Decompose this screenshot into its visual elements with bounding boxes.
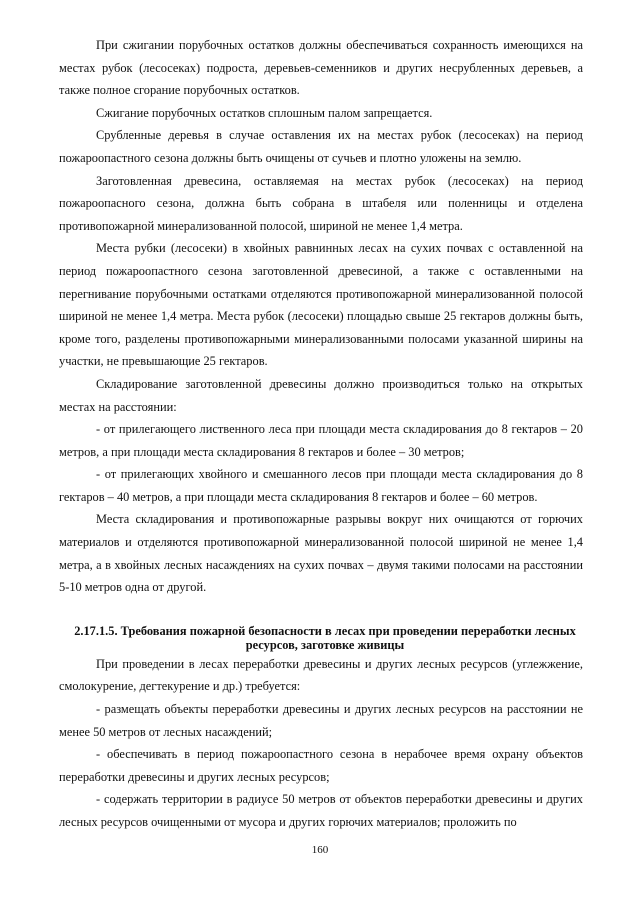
section-heading: 2.17.1.5. Требования пожарной безопасности в лесах при проведении переработки лесных ресурсов, заготовке живицы xyxy=(74,623,576,653)
list-item: - содержать территории в радиусе 50 метров от объектов переработки древесины и других лесных ресурсов очищенными от мусора и других горючих материалов; проложить по xyxy=(59,792,583,829)
paragraph: Срубленные деревья в случае оставления их на местах рубок (лесосеках) на период пожароопастного сезона должны быть очищены от сучьев и плотно уложены на землю. xyxy=(59,128,583,165)
page-body xyxy=(59,34,583,834)
list-item: - от прилегающего лиственного леса при площади места складирования до 8 гектаров – 20 метров, а при площади места складирования 8 гектаров и более – 30 метров; xyxy=(59,422,583,459)
paragraph: При проведении в лесах переработки древесины и других лесных ресурсов (углежжение, смолокурение, дегтекурение и др.) требуется: xyxy=(59,656,583,694)
paragraph: Сжигание порубочных остатков сплошным палом запрещается. xyxy=(96,105,433,120)
paragraph: При сжигании порубочных остатков должны обеспечиваться сохранность имеющихся на местах рубок (лесосеках) подроста, деревьев-семенников и других несрубленных деревьев, а также полное сгорание порубочных остатков. xyxy=(59,38,583,98)
list-item: - обеспечивать в период пожароопастного сезона в нерабочее время охрану объектов переработки древесины и других лесных ресурсов; xyxy=(59,747,583,784)
paragraph: Места рубки (лесосеки) в хвойных равнинных лесах на сухих почвах с оставленной на период пожароопастного сезона заготовленной древесиной, а также с оставленными на перегнивание порубочными остатками отделяются противопожарной минерализованной полосой шириной не менее 1,4 метра. Места рубок (лесосеки) площадью свыше 25 гектаров должны быть, кроме того, разделены противопожарными минерализованными полосами указанной ширины на участки, не превышающие 25 гектаров. xyxy=(59,241,583,369)
paragraph: Заготовленная древесина, оставляемая на местах рубок (лесосеках) на период пожароопасного сезона, должна быть собрана в штабеля или поленницы и отделена противопожарной минерализованной полосой, шириной не менее 1,4 метра. xyxy=(59,173,583,233)
paragraph: Складирование заготовленной древесины должно производиться только на открытых местах на расстоянии: xyxy=(59,376,583,414)
page-number: 160 xyxy=(311,844,329,856)
paragraph: Места складирования и противопожарные разрывы вокруг них очищаются от горючих материалов и отделяются противопожарной минерализованной полосой шириной не менее 1,4 метра, а в хвойных лесных насаждениях на сухих почвах – двумя такими полосами на расстоянии 5-10 метров одна от другой. xyxy=(59,512,583,595)
list-item: - размещать объекты переработки древесины и других лесных ресурсов на расстоянии не менее 50 метров от лесных насаждений; xyxy=(59,702,583,739)
list-item: - от прилегающих хвойного и смешанного лесов при площади места складирования до 8 гектаров – 40 метров, а при площади места складирования 8 гектаров и более – 60 метров. xyxy=(59,467,583,504)
